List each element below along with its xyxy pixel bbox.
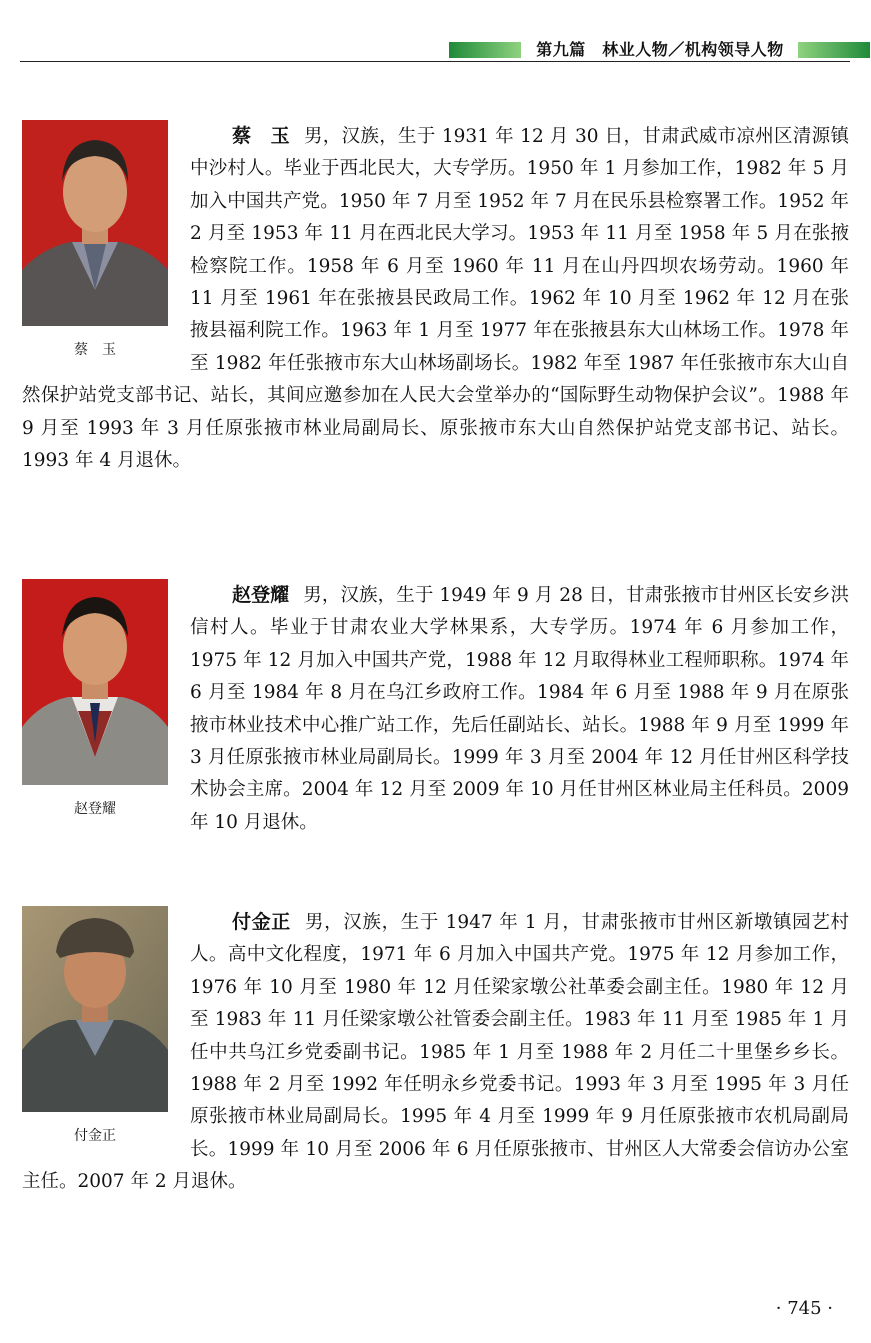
biography-entry: [22, 906, 849, 1199]
header-bar-right: [798, 42, 870, 58]
biography-body: 男，汉族，生于 1947 年 1 月，甘肃张掖市甘州区新墩镇园艺村人。高中文化程度，1971 年 6 月加入中国共产党。1975 年 12 月参加工作，1976 年 10 月至 1980 年 12 月任梁家墩公社革委会副主任。1980 年 12 月至 1983 年 11 月任梁家墩公社管委会副主任。1983 年 11 月至 1985 年 1 月任中共乌江乡党委副书记。1985 年 1 月至 1988 年 2 月任二十里堡乡乡长。1988 年 2 月至 1992 年任明永乡党委书记。1993 年 3 月至 1995 年 3 月任原张掖市林业局副局长。1995 年 4 月至 1999 年 9 月任原张掖市农机局副局长。1999 年 10 月至 2006 年 6 月任原张掖市、甘州区人大常委会信访办公室主任。2007 年 2 月退休。: [22, 912, 849, 1193]
person-name: 蔡 玉: [232, 125, 290, 147]
biography-body: 男，汉族，生于 1949 年 9 月 28 日，甘肃张掖市甘州区长安乡洪信村人。毕业于甘肃农业大学林果系，大专学历。1974 年 6 月参加工作，1975 年 12 月加入中国共产党，1988 年 12 月取得林业工程师职称。1974 年 6 月至 1984 年 8 月在乌江乡政府工作。1984 年 6 月至 1988 年 9 月在原张掖市林业技术中心推广站工作，先后任副站长、站长。1988 年 9 月至 1999 年 3 月任原张掖市林业局副局长。1999 年 3 月至 2004 年 12 月任甘州区科学技术协会主席。2004 年 12 月至 2009 年 10 月任甘州区林业局主任科员。2009 年 10 月退休。: [190, 585, 849, 833]
portrait-photo: [22, 579, 168, 785]
biography-body: 男，汉族，生于 1931 年 12 月 30 日，甘肃武威市凉州区清源镇中沙村人。毕业于西北民大，大专学历。1950 年 1 月参加工作，1982 年 5 月加入中国共产党。1950 年 7 月至 1952 年 7 月在民乐县检察署工作。1952 年 2 月至 1953 年 11 月在西北民大学习。1953 年 11 月至 1958 年 5 月在张掖检察院工作。1958 年 6 月至 1960 年 11 月在山丹四坝农场劳动。1960 年 11 月至 1961 年在张掖县民政局工作。1962 年 10 月至 1962 年 12 月在张掖县福利院工作。1963 年 1 月至 1977 年在张掖县东大山林场工作。1978 年至 1982 年任张掖市东大山林场副场长。1982 年至 1987 年任张掖市东大山自然保护站党支部书记、站长，其间应邀参加在人民大会堂举办的“国际野生动物保护会议”。1988 年 9 月至 1993 年 3 月任原张掖市林业局副局长、原张掖市东大山自然保护站党支部书记、站长。1993 年 4 月退休。: [22, 126, 849, 472]
page-number: · 745 ·: [775, 1298, 833, 1319]
header-title: 第九篇 林业人物／机构领导人物: [536, 40, 784, 59]
page-header: [20, 40, 850, 64]
biography-entry: [22, 579, 849, 839]
portrait-photo: [22, 120, 168, 326]
portrait-caption: 赵登耀: [74, 801, 116, 817]
portrait-photo: [22, 906, 168, 1112]
header-bar-left: [449, 42, 521, 58]
person-name: 赵登耀: [232, 584, 290, 606]
person-name: 付金正: [232, 911, 291, 933]
biography-entry: [22, 120, 849, 477]
portrait-caption: 蔡 玉: [74, 342, 116, 358]
portrait-caption: 付金正: [74, 1128, 116, 1144]
header-rule: [20, 61, 850, 62]
